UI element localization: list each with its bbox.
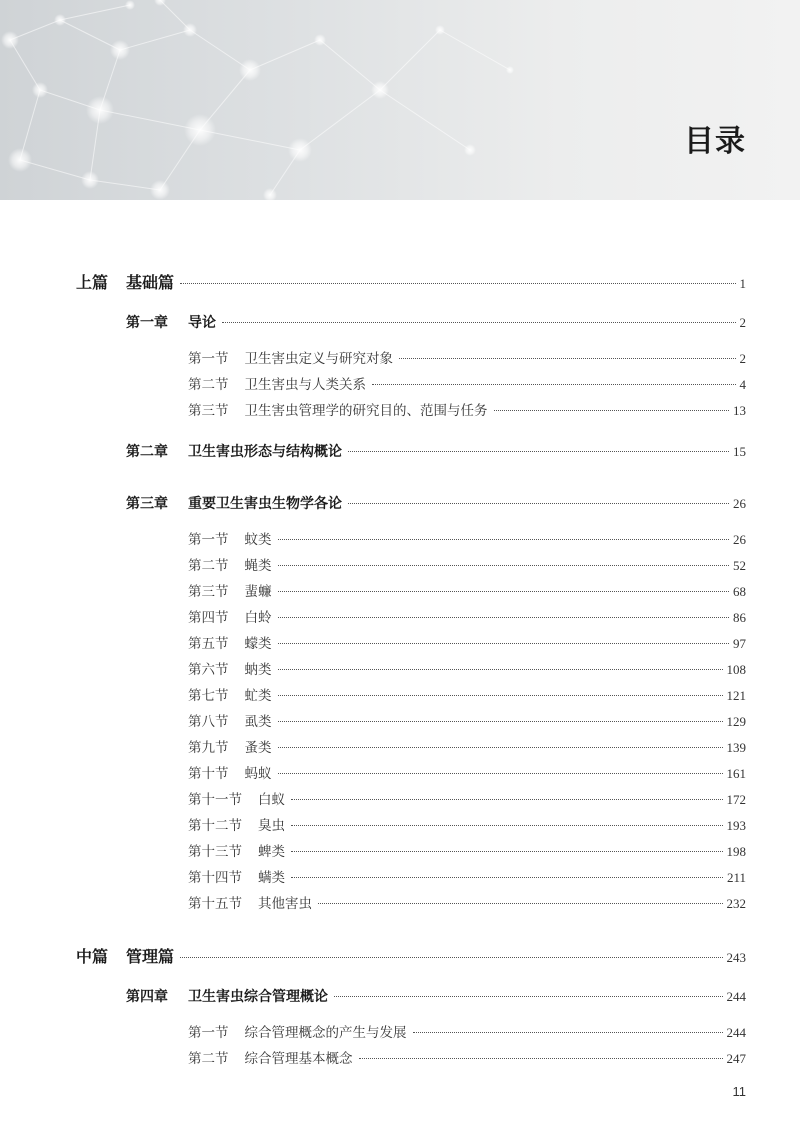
dot-leader	[278, 643, 730, 644]
toc-entry-number: 第一章	[126, 315, 168, 331]
toc-entry-page-number: 172	[726, 792, 746, 807]
toc-entry-title: 蜚蠊	[244, 584, 272, 600]
toc-entry-label	[188, 528, 272, 548]
dot-leader	[278, 565, 730, 566]
toc-chapter-entry[interactable]	[126, 493, 746, 513]
toc-entry-page-number: 97	[733, 636, 746, 651]
toc-section-entry[interactable]	[188, 710, 746, 730]
dot-leader	[291, 851, 723, 852]
toc-entry-number: 第八节	[188, 714, 229, 730]
toc-entry-title: 蜱类	[258, 844, 285, 860]
dot-leader	[348, 503, 729, 504]
toc-entry-title: 卫生害虫与人类关系	[244, 377, 366, 393]
toc-section-entry[interactable]	[188, 762, 746, 782]
toc-section-entry[interactable]	[188, 814, 746, 834]
toc-entry-title: 卫生害虫定义与研究对象	[244, 351, 393, 367]
toc-chapter-entry[interactable]	[126, 986, 746, 1006]
toc-entry-number: 第五节	[188, 636, 229, 652]
toc-entry-page-number: 4	[739, 377, 746, 392]
toc-section-entry[interactable]	[188, 658, 746, 678]
dot-leader	[278, 591, 730, 592]
toc-entry-number: 第十三节	[188, 844, 242, 860]
toc-entry-page-number: 15	[733, 444, 746, 459]
toc-entry-number: 第七节	[188, 688, 229, 704]
toc-entry-number: 第一节	[188, 532, 229, 548]
toc-entry-label	[188, 710, 272, 730]
toc-section-entry[interactable]	[188, 399, 746, 419]
toc-section-entry[interactable]	[188, 373, 746, 393]
toc-entry-title: 蝇类	[244, 558, 272, 574]
toc-entry-title: 蚂蚁	[244, 766, 272, 782]
toc-chapter-entry[interactable]	[126, 441, 746, 461]
dot-leader	[180, 957, 722, 958]
toc-entry-page-number: 26	[733, 496, 746, 511]
toc-entry-page-number: 2	[739, 351, 746, 366]
toc-entry-label	[188, 762, 272, 782]
toc-section-entry[interactable]	[188, 580, 746, 600]
toc-entry-title: 卫生害虫综合管理概论	[188, 989, 328, 1005]
toc-entry-label	[126, 312, 216, 332]
toc-entry-number: 第十四节	[188, 870, 242, 886]
toc-entry-number: 第二节	[188, 377, 229, 393]
dot-leader	[372, 384, 736, 385]
toc-entry-number: 第四章	[126, 989, 168, 1005]
toc-entry-label	[188, 684, 272, 704]
toc-entry-number: 第二节	[188, 1051, 229, 1067]
toc-entry-label	[188, 1021, 407, 1041]
toc-chapter-entry[interactable]	[126, 312, 746, 332]
toc-entry-title: 卫生害虫形态与结构概论	[188, 444, 342, 460]
toc-entry-page-number: 198	[726, 844, 746, 859]
toc-entry-page-number: 52	[733, 558, 746, 573]
dot-leader	[291, 877, 723, 878]
toc-section-entry[interactable]	[188, 632, 746, 652]
toc-entry-label	[188, 373, 366, 393]
dot-leader	[278, 669, 723, 670]
toc-entry-title: 臭虫	[258, 818, 285, 834]
toc-section-entry[interactable]	[188, 528, 746, 548]
toc-section-entry[interactable]	[188, 866, 746, 886]
toc-entry-label	[188, 814, 285, 834]
toc-entry-label	[76, 944, 174, 967]
toc-entry-title: 管理篇	[126, 947, 175, 966]
toc-entry-page-number: 2	[739, 315, 746, 330]
toc-entry-number: 第二章	[126, 444, 168, 460]
toc-entry-page-number: 161	[726, 766, 746, 781]
toc-entry-title: 基础篇	[126, 273, 175, 292]
toc-entry-title: 卫生害虫管理学的研究目的、范围与任务	[244, 403, 488, 419]
toc-entry-page-number: 26	[733, 532, 746, 547]
toc-entry-page-number: 247	[726, 1051, 746, 1066]
dot-leader	[278, 721, 723, 722]
toc-entry-label	[126, 441, 342, 461]
toc-entry-page-number: 193	[726, 818, 746, 833]
page-title: 目录	[684, 124, 746, 159]
toc-entry-number: 第三章	[126, 496, 168, 512]
toc-section-entry[interactable]	[188, 840, 746, 860]
dot-leader	[278, 747, 723, 748]
toc-entry-label	[188, 632, 272, 652]
toc-entry-title: 蚤类	[244, 740, 272, 756]
toc-entry-title: 其他害虫	[258, 896, 312, 912]
toc-entry-label	[126, 986, 328, 1006]
toc-entry-label	[188, 399, 488, 419]
toc-section-entry[interactable]	[188, 347, 746, 367]
toc-entry-label	[188, 840, 285, 860]
toc-entry-page-number: 108	[726, 662, 746, 677]
dot-leader	[222, 322, 736, 323]
toc-part-entry[interactable]	[76, 270, 746, 293]
toc-entry-title: 综合管理基本概念	[244, 1051, 353, 1067]
toc-entry-number: 第三节	[188, 403, 229, 419]
toc-entry-number: 中篇	[76, 947, 109, 966]
toc-entry-title: 虱类	[244, 714, 272, 730]
toc-entry-page-number: 232	[726, 896, 746, 911]
toc-section-entry[interactable]	[188, 1047, 746, 1067]
dot-leader	[399, 358, 736, 359]
dot-leader	[348, 451, 729, 452]
toc-entry-title: 白蚁	[258, 792, 285, 808]
toc-entry-label	[188, 554, 272, 574]
toc-entry-page-number: 68	[733, 584, 746, 599]
toc-entry-label	[188, 658, 272, 678]
toc-entry-number: 第三节	[188, 584, 229, 600]
toc-entry-page-number: 86	[733, 610, 746, 625]
toc-entry-number: 第四节	[188, 610, 229, 626]
toc-entry-number: 第十节	[188, 766, 229, 782]
toc-entry-page-number: 211	[726, 870, 746, 885]
toc-entry-page-number: 243	[726, 950, 746, 965]
dot-leader	[334, 996, 723, 997]
dot-leader	[291, 799, 723, 800]
toc-entry-number: 第六节	[188, 662, 229, 678]
toc-entry-label	[188, 580, 272, 600]
dot-leader	[278, 539, 730, 540]
toc-section-entry[interactable]	[188, 892, 746, 912]
toc-entry-page-number: 139	[726, 740, 746, 755]
toc-entry-label	[76, 270, 174, 293]
toc-entry-title: 蠓类	[244, 636, 272, 652]
page-number: 11	[732, 1084, 746, 1099]
toc-section-entry[interactable]	[188, 606, 746, 626]
toc-entry-page-number: 13	[733, 403, 746, 418]
toc-entry-title: 综合管理概念的产生与发展	[244, 1025, 407, 1041]
toc-entry-label	[188, 892, 312, 912]
toc-entry-number: 第一节	[188, 1025, 229, 1041]
toc-entry-page-number: 244	[726, 1025, 746, 1040]
toc-entry-label	[188, 347, 393, 367]
toc-entry-number: 第十二节	[188, 818, 242, 834]
dot-leader	[359, 1058, 723, 1059]
toc-entry-title: 重要卫生害虫生物学各论	[188, 496, 342, 512]
toc-entry-page-number: 1	[739, 276, 746, 291]
toc-section-entry[interactable]	[188, 788, 746, 808]
toc-entry-number: 上篇	[76, 273, 109, 292]
toc-entry-label	[188, 606, 272, 626]
dot-leader	[291, 825, 723, 826]
dot-leader	[413, 1032, 723, 1033]
toc-entry-title: 螨类	[258, 870, 285, 886]
toc-entry-number: 第十一节	[188, 792, 242, 808]
toc-entry-page-number: 129	[726, 714, 746, 729]
dot-leader	[278, 773, 723, 774]
toc-entry-title: 蚊类	[244, 532, 272, 548]
toc-section-entry[interactable]	[188, 554, 746, 574]
toc-entry-number: 第九节	[188, 740, 229, 756]
toc-entry-label	[188, 788, 285, 808]
toc-entry-number: 第二节	[188, 558, 229, 574]
toc-part-entry[interactable]	[76, 944, 746, 967]
dot-leader	[180, 283, 735, 284]
toc-section-entry[interactable]	[188, 684, 746, 704]
toc-entry-title: 导论	[188, 315, 216, 331]
toc-entry-label	[188, 736, 272, 756]
dot-leader	[278, 695, 723, 696]
dot-leader	[318, 903, 723, 904]
toc-entry-number: 第一节	[188, 351, 229, 367]
toc-entry-label	[126, 493, 342, 513]
toc-section-entry[interactable]	[188, 1021, 746, 1041]
toc-entry-label	[188, 866, 285, 886]
toc-entry-number: 第十五节	[188, 896, 242, 912]
toc-entry-label	[188, 1047, 353, 1067]
toc-entry-page-number: 244	[726, 989, 746, 1004]
toc-entry-page-number: 121	[726, 688, 746, 703]
toc-section-entry[interactable]	[188, 736, 746, 756]
dot-leader	[494, 410, 730, 411]
toc-entry-title: 蚋类	[244, 662, 272, 678]
toc-entry-title: 白蛉	[244, 610, 272, 626]
toc-entry-title: 虻类	[244, 688, 272, 704]
dot-leader	[278, 617, 730, 618]
